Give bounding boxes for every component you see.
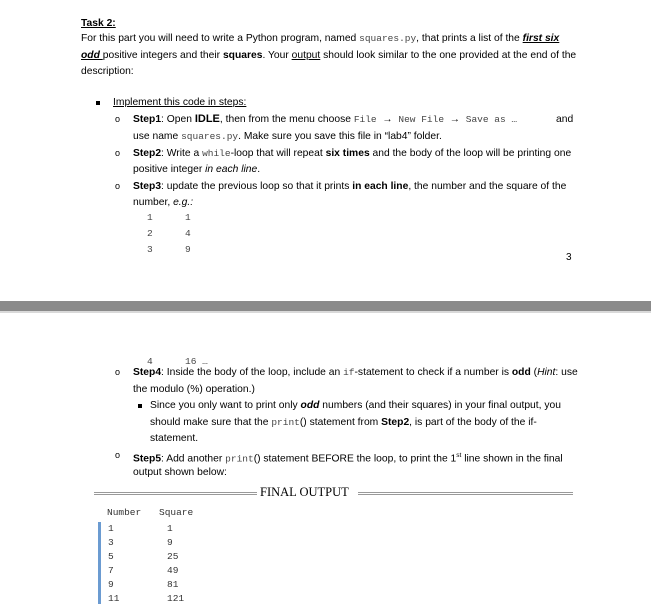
output-number: 3 [108,537,114,548]
continued-square: 16 … [185,356,208,367]
step-text: use name [133,131,182,142]
output-number: 7 [108,565,114,576]
step5-label: Step5 [133,453,162,465]
keyword-if: if [343,367,355,378]
circle-bullet-icon: o [115,148,121,158]
emphasis-squares: squares [222,50,263,61]
step1-line-2 [133,130,442,143]
menu-file: File [353,114,377,125]
keyword-print: print [271,417,300,428]
step-text: , the number and the square of the [408,181,567,192]
output-square: 25 [167,551,179,562]
example-num: 1 [147,212,153,223]
keyword-while: while [202,148,231,159]
implement-heading: Implement this code in steps: [113,97,247,108]
step5-line-1 [133,449,563,465]
step3-line-2 [133,196,193,209]
step-text: : Inside the body of the loop, include an [161,367,344,378]
output-square: 1 [167,523,173,534]
emphasis-each-line: in each line [205,164,258,175]
example-num: 3 [147,244,153,255]
step-text: numbers (and their squares) in your final output, you [319,400,561,411]
circle-bullet-icon: o [115,367,121,377]
example-square: 1 [185,212,191,223]
circle-bullet-icon: o [115,181,121,191]
step-text: ( [530,367,538,378]
sub-line-1 [150,399,561,412]
step-text: -loop that will repeat [230,148,326,159]
output-number: 11 [108,593,120,604]
step-text: number, [133,197,174,208]
emphasis-odd: odd [300,400,320,411]
emphasis-odd: odd [511,367,531,378]
hint-label: Hint [537,367,556,378]
emphasis-eg: e.g.: [173,197,194,208]
emphasis-odd: odd [81,50,103,61]
step-text: . [257,164,261,175]
output-margin-bar [98,522,101,604]
output-number: 9 [108,579,114,590]
intro-line-3: description: [81,66,134,77]
task-title: Task 2: [81,18,116,29]
step2-line-1 [133,147,571,160]
arrow-right-icon: → [382,114,393,125]
step3-label: Step3 [133,181,162,192]
step-text: -statement to check if a number is [354,367,512,378]
emphasis-six-times: six times [325,148,370,159]
step-text: , is part of the body of the if- [409,417,537,428]
step5-line-2: output shown below: [133,467,227,478]
output-number: 5 [108,551,114,562]
filename-code: squares.py [359,33,417,44]
filename-code: squares.py [181,131,239,142]
divider-right [358,492,573,495]
emphasis-first-six: first six [522,33,560,44]
intro-text: For this part you will need to write a Python program, named [81,33,360,44]
step3-line-1 [133,180,566,193]
page-separator [0,301,651,311]
divider-left [94,492,257,495]
step-text: () statement from [299,417,382,428]
emphasis-output: output [291,50,321,61]
step-text: and the body of the loop will be printing one [369,148,572,159]
example-square: 9 [185,244,191,255]
step-text: . Make sure you save this file in “lab4” folder. [238,131,442,142]
step-text: , then from the menu choose [219,114,354,125]
example-num: 2 [147,228,153,239]
step-text: should make sure that the [150,417,272,428]
continued-num: 4 [147,356,153,367]
step4-line-1 [133,366,578,379]
circle-bullet-icon: o [115,450,121,460]
output-square: 49 [167,565,179,576]
final-output-heading: FINAL OUTPUT [260,485,349,499]
step1-label: Step1 [133,114,162,125]
menu-save-as: Save as … [465,114,518,125]
step2-line-2 [133,163,260,176]
step-text: () statement BEFORE the loop, to print the 1 [253,453,457,465]
intro-text: , that prints a list of the [416,33,523,44]
output-header-number: Number [107,507,142,518]
emphasis-each-line: in each line [352,181,409,192]
step-text: : Add another [161,453,226,465]
output-square: 81 [167,579,179,590]
step1-and: and [556,114,574,125]
output-number: 1 [108,523,114,534]
step-text: : Open [161,114,195,125]
output-square: 121 [167,593,185,604]
step-text: positive integer [133,164,206,175]
sub-line-3: statement. [150,433,199,444]
superscript-st: st [456,452,462,459]
intro-line-2 [81,49,576,62]
step-text: : use [555,367,578,378]
square-bullet-icon [138,404,142,408]
output-header-square: Square [159,507,194,518]
example-square: 4 [185,228,191,239]
intro-text: . Your [262,50,292,61]
step4-label: Step4 [133,367,162,378]
arrow-right-icon: → [449,114,461,125]
page-number: 3 [566,252,572,263]
menu-new-file: New File [398,114,445,125]
idle-name: IDLE [194,113,220,125]
step4-line-2: the modulo (%) operation.) [133,384,255,395]
step-text: : Write a [161,148,203,159]
square-bullet-icon [96,101,100,105]
step-text: line shown in the final [461,453,563,465]
step2-reference: Step2 [381,417,410,428]
step2-label: Step2 [133,148,162,159]
step-text: Since you only want to print only [150,400,301,411]
sub-line-2 [150,416,537,429]
keyword-print: print [225,453,254,465]
intro-text: should look similar to the one provided at the end of the [320,50,577,61]
circle-bullet-icon: o [115,114,121,124]
intro-line-1 [81,32,559,45]
intro-text: positive integers and their [102,50,223,61]
step-text: : update the previous loop so that it prints [161,181,353,192]
output-square: 9 [167,537,173,548]
step1-line-1 [133,113,517,126]
